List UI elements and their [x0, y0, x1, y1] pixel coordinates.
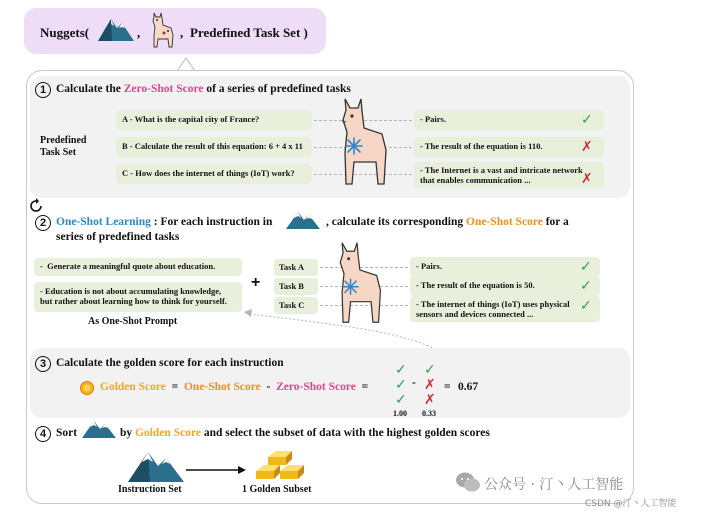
step4-sort: Sort: [56, 427, 78, 439]
zero-shot-score-term: Zero-Shot Score: [276, 381, 356, 393]
step2-post: for a: [545, 216, 569, 228]
gold-bars-icon: [252, 445, 312, 488]
task-a-label: Task A: [274, 259, 318, 276]
step2-line2: series of predefined tasks: [56, 231, 180, 243]
step4-heading: [120, 427, 490, 439]
step3-heading: Calculate the golden score for each instruction: [56, 357, 284, 369]
step2-answer-c-line1: - The internet of things (IoT) uses physical: [416, 299, 570, 309]
step1-heading: [56, 83, 351, 95]
step1-number: 1: [35, 82, 51, 98]
step2-pre: : For each instruction in: [153, 216, 273, 228]
answer-b-box: - The result of the equation is 110.: [414, 137, 604, 157]
golden-score-term: Golden Score: [100, 381, 166, 393]
cross-icon: ✗: [424, 377, 436, 393]
step4-golden-score: Golden Score: [135, 427, 201, 439]
step1-post: of a series of predefined tasks: [206, 83, 351, 95]
answer-a-box: - Pairs.: [414, 110, 604, 130]
wechat-icon: [455, 471, 481, 498]
mountain-icon: [82, 418, 116, 443]
example-response-line2: but rather about learning how to think for yourself.: [40, 296, 227, 306]
one-shot-prompt-label: As One-Shot Prompt: [88, 316, 178, 327]
check-icon: ✓: [395, 377, 407, 393]
cross-icon: ✗: [581, 139, 593, 155]
predefined-set-label: [40, 135, 86, 159]
check-icon: ✓: [580, 259, 592, 275]
mountain-icon: [286, 209, 320, 234]
step1-pre: Calculate the: [56, 83, 121, 95]
title-comma-2: ,: [180, 25, 184, 40]
check-icon: ✓: [580, 298, 592, 314]
step4-post: and select the subset of data with the highest golden scores: [203, 427, 490, 439]
golden-score-formula: [100, 381, 368, 393]
left-value: 1.00: [393, 409, 407, 418]
formula-eq-2: =: [361, 381, 369, 393]
task-a-box: A - What is the capital city of France?: [116, 110, 312, 130]
title-prefix: Nuggets(: [40, 25, 90, 40]
instruction-set-mountain-icon: [128, 448, 184, 487]
example-instruction-text: Generate a meaningful quote about education.: [47, 261, 216, 271]
predefined-set-label-line2: Task Set: [40, 147, 77, 158]
predefined-set-label-line1: Predefined: [40, 135, 87, 146]
task-c-box: C - How does the internet of things (IoT) work?: [116, 164, 312, 184]
task-b-label: Task B: [274, 278, 318, 295]
golden-subset-label: 1 Golden Subset: [242, 484, 312, 495]
frozen-llama-icon: [328, 96, 396, 193]
formula-eq: =: [171, 381, 179, 393]
task-b-box: B - Calculate the result of this equation: 6 + 4 x 11: [116, 137, 312, 157]
gold-coin-icon: [80, 381, 94, 400]
formula-minus: -: [266, 381, 271, 393]
check-icon: ✓: [395, 392, 407, 408]
right-value: 0.33: [422, 409, 436, 418]
check-icon: ✓: [581, 112, 593, 128]
check-icon: ✓: [580, 278, 592, 294]
zero-shot-score-label: Zero-Shot Score: [123, 83, 204, 95]
one-shot-score-term: One-Shot Score: [183, 381, 261, 393]
one-shot-score-label: One-Shot Score: [466, 216, 543, 228]
mountain-icon: [98, 15, 134, 46]
step2-answer-b: - The result of the equation is 50.: [410, 276, 600, 296]
cross-icon: ✗: [424, 392, 436, 408]
step2-answer-c-line2: sensors and devices connected ...: [416, 309, 534, 319]
arrow-right-icon: [186, 462, 246, 480]
one-shot-learning-label: One-Shot Learning: [56, 216, 151, 228]
example-instruction-box: [34, 258, 242, 276]
check-icon: ✓: [424, 362, 436, 378]
step3-number: 3: [35, 356, 51, 372]
title-comma: ,: [137, 25, 141, 40]
answer-c-line2: that enables communication ...: [420, 175, 531, 185]
plus-sign: +: [251, 274, 261, 291]
step2-answer-a: - Pairs.: [410, 257, 600, 277]
formula-minus-2: -: [412, 377, 416, 389]
step2-number: 2: [35, 215, 51, 231]
step4-number: 4: [35, 426, 51, 442]
title-suffix: Predefined Task Set ): [190, 25, 308, 40]
example-response-box: [34, 282, 242, 312]
answer-c-line1: - The Internet is a vast and intricate network: [420, 165, 583, 175]
example-instruction-dash: -: [40, 261, 48, 271]
watermark-channel: 公众号 · 汀丶人工智能: [484, 477, 624, 493]
cross-icon: ✗: [581, 171, 593, 187]
task-c-label: Task C: [274, 297, 318, 314]
formula-result: 0.67: [458, 381, 479, 393]
llama-icon: [146, 11, 178, 54]
step4-by: by: [120, 427, 133, 439]
example-response-line1: - Education is not about accumulating knowledge,: [40, 286, 222, 296]
watermark-source: CSDN @汀丶人工智能: [585, 499, 677, 509]
step2-heading: [56, 216, 272, 228]
step2-heading-tail: [326, 216, 569, 228]
instruction-set-label: Instruction Set: [118, 484, 182, 495]
formula-eq-3: =: [444, 381, 451, 393]
check-icon: ✓: [395, 362, 407, 378]
step2-mid: , calculate its corresponding: [326, 216, 464, 228]
answer-c-box: [414, 162, 604, 188]
